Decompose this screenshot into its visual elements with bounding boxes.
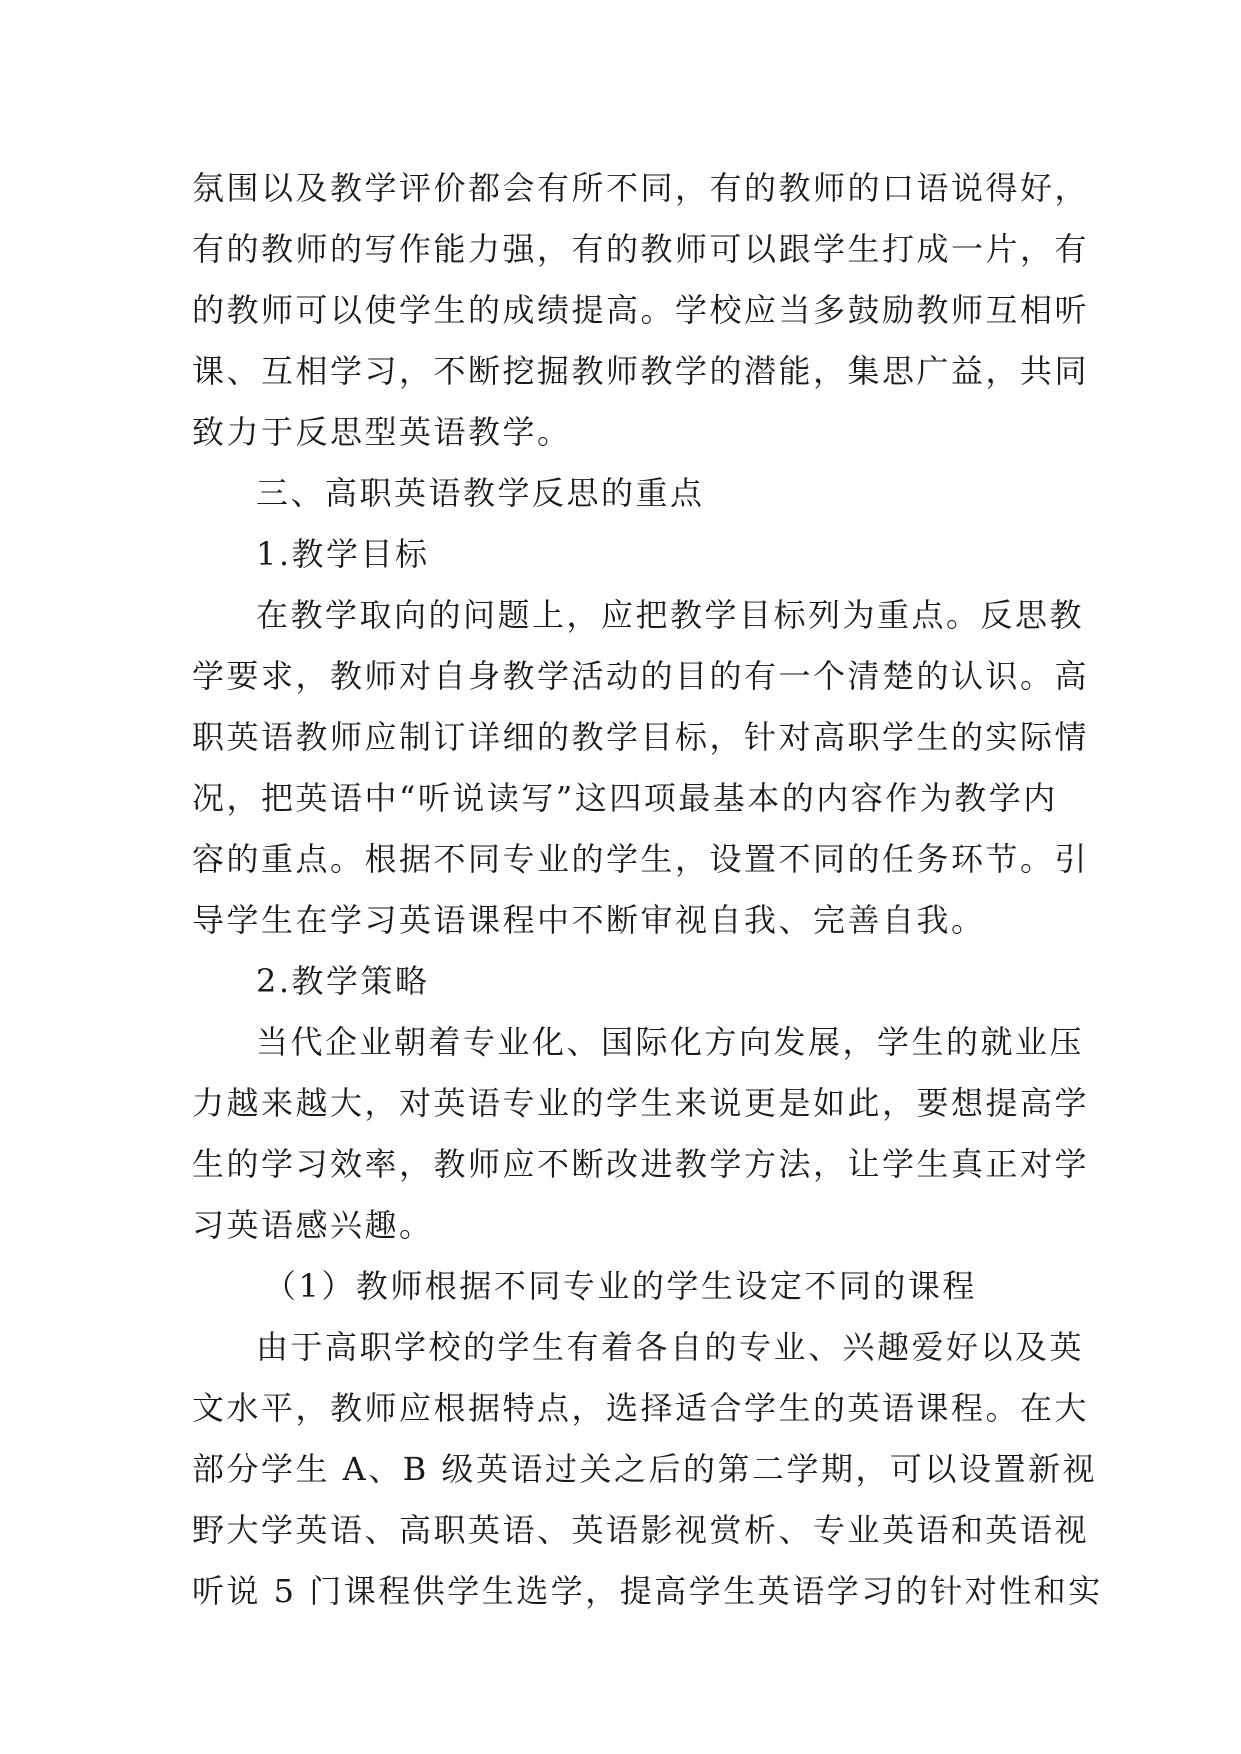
paragraph-line: 有的教师的写作能力强，有的教师可以跟学生打成一片，有 — [192, 230, 1090, 268]
paragraph-line: 部分学生 A、B 级英语过关之后的第二学期，可以设置新视 — [192, 1450, 1097, 1488]
paragraph-line: 听说 5 门课程供学生选学，提高学生英语学习的针对性和实 — [192, 1572, 1103, 1610]
paragraph-line: 的教师可以使学生的成绩提高。学校应当多鼓励教师互相听 — [192, 291, 1090, 329]
document-page — [192, 158, 1103, 1622]
paragraph-line: 学要求，教师对自身教学活动的目的有一个清楚的认识。高 — [192, 657, 1090, 695]
paragraph-line: 在教学取向的问题上，应把教学目标列为重点。反思教 — [256, 596, 1085, 634]
subsection-heading: 2.教学策略 — [256, 962, 430, 1000]
paragraph-line: 文水平，教师应根据特点，选择适合学生的英语课程。在大 — [192, 1389, 1090, 1427]
paragraph-line: 导学生在学习英语课程中不断审视自我、完善自我。 — [192, 901, 986, 939]
section-heading: 三、高职英语教学反思的重点 — [256, 474, 705, 512]
subsection-heading: 1.教学目标 — [256, 535, 430, 573]
paragraph-line: 当代企业朝着专业化、国际化方向发展，学生的就业压 — [256, 1023, 1085, 1061]
list-item-heading: （1）教师根据不同专业的学生设定不同的课程 — [264, 1267, 977, 1305]
paragraph-line: 习英语感兴趣。 — [192, 1206, 434, 1244]
paragraph-line: 生的学习效率，教师应不断改进教学方法，让学生真正对学 — [192, 1145, 1090, 1183]
paragraph-line: 容的重点。根据不同专业的学生，设置不同的任务环节。引 — [192, 840, 1090, 878]
paragraph-line: 野大学英语、高职英语、英语影视赏析、专业英语和英语视 — [192, 1511, 1090, 1549]
paragraph-line: 氛围以及教学评价都会有所不同，有的教师的口语说得好， — [192, 169, 1090, 207]
paragraph-line: 况，把英语中“听说读写”这四项最基本的内容作为教学内 — [192, 779, 1058, 817]
paragraph-line: 课、互相学习，不断挖掘教师教学的潜能，集思广益，共同 — [192, 352, 1090, 390]
paragraph-line: 由于高职学校的学生有着各自的专业、兴趣爱好以及英 — [256, 1328, 1085, 1366]
paragraph-line: 力越来越大，对英语专业的学生来说更是如此，要想提高学 — [192, 1084, 1090, 1122]
paragraph-line: 致力于反思型英语教学。 — [192, 413, 572, 451]
paragraph-line: 职英语教师应制订详细的教学目标，针对高职学生的实际情 — [192, 718, 1090, 756]
